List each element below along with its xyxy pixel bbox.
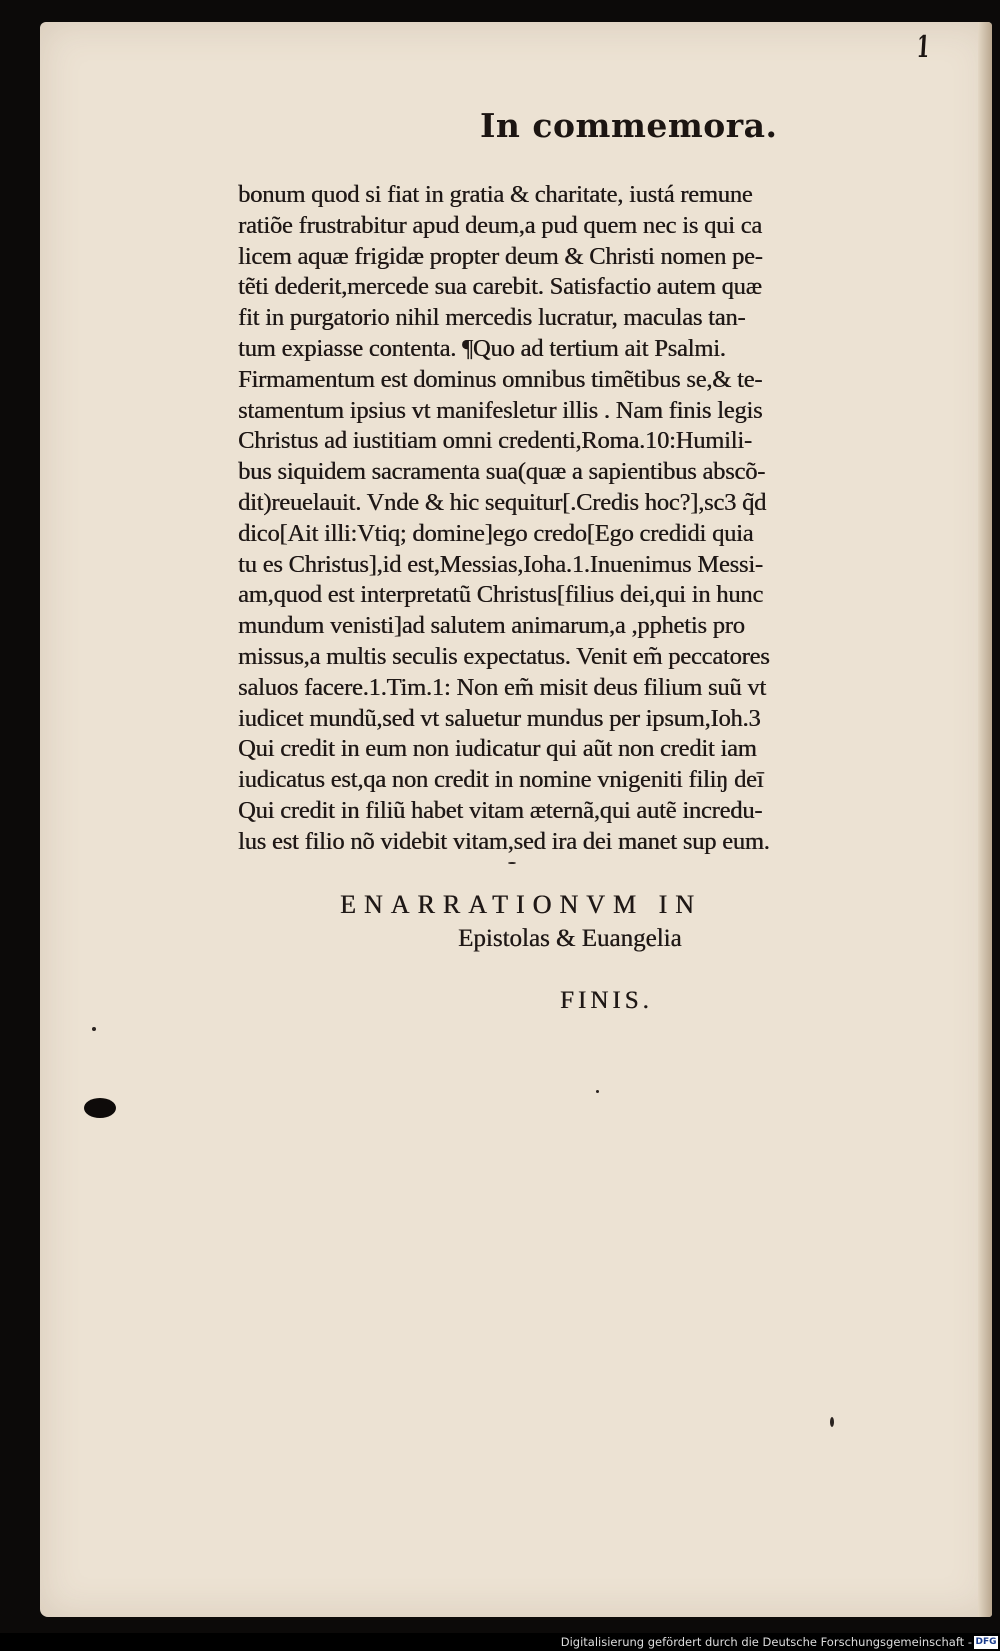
text-line: saluos facere.1.Tim.1: Non em̃ misit deus filium suũ vt (238, 673, 766, 701)
text-line: iudicatus est,qa non credit in nomine vnigeniti filiŋ deī (238, 766, 764, 794)
text-line: dico[Ait illi:Vtiq; domine]ego credo[Ego credidi quia (238, 519, 754, 547)
text-line: Christus ad iustitiam omni credenti,Roma.10:Humili- (238, 427, 752, 455)
text-line: mundum venisti]ad salutem animarum,a ,pphetis pro (238, 612, 745, 640)
body-text (238, 180, 958, 858)
colophon-subtitle: Epistolas & Euangelia (458, 925, 682, 952)
text-line: bonum quod si fiat in gratia & charitate, iustá remune (238, 181, 753, 208)
text-line: Qui credit in eum non iudicatur qui aũt non credit iam (238, 735, 757, 763)
paper-speck (92, 1027, 96, 1031)
text-line: bus siquidem sacramenta sua(quæ a sapientibus abscõ- (238, 458, 766, 486)
text-line: stamentum ipsius vt manifesletur illis . Nam finis legis (238, 396, 763, 424)
text-line: Firmamentum est dominus omnibus timẽtibus se,& te- (238, 365, 763, 393)
text-line: fit in purgatorio nihil mercedis lucratur, maculas tan- (238, 304, 746, 332)
text-line: missus,a multis seculis expectatus. Venit em̃ peccatores (238, 642, 770, 670)
text-line: licem aquæ frigidæ propter deum & Christi nomen pe- (238, 242, 763, 270)
text-line: tẽti dederit,mercede sua carebit. Satisfactio autem quæ (238, 273, 762, 301)
text-line: Qui credit in filiũ habet vitam æternã,qui autẽ incredu- (238, 796, 763, 824)
paper-speck (508, 862, 516, 864)
paper-speck (596, 1090, 599, 1093)
book-page (40, 22, 992, 1617)
text-line: lus est filio nõ videbit vitam,sed ira dei manet sup eum. (238, 827, 770, 855)
text-line: dit)reuelauit. Vnde & hic sequitur[.Credis hoc?],sc3 q̃d (238, 488, 767, 516)
running-head: In commemora. (480, 106, 778, 145)
colophon-finis: FINIS. (560, 987, 653, 1014)
text-line: am,quod est interpretatũ Christus[filius dei,qui in hunc (238, 581, 763, 609)
dfg-logo: DFG (975, 1637, 997, 1647)
text-line: ratiõe frustrabitur apud deum,a pud quem nec is qui ca (238, 211, 762, 239)
text-line: tu es Christus],id est,Messias,Ioha.1.Inuenimus Messi- (238, 550, 763, 578)
ink-blot (84, 1098, 116, 1118)
folio-mark: 1 (915, 30, 931, 65)
footer-credit: Digitalisierung gefördert durch die Deutsche Forschungsgemeinschaft - (560, 1635, 972, 1649)
colophon-title: ENARRATIONVM IN (340, 890, 702, 919)
paper-speck (830, 1417, 834, 1427)
text-line: iudicet mundũ,sed vt saluetur mundus per ipsum,Ioh.3 (238, 704, 761, 732)
text-line: tum expiasse contenta. ¶Quo ad tertium ait Psalmi. (238, 334, 726, 362)
page-edge-shadow (978, 22, 992, 1617)
